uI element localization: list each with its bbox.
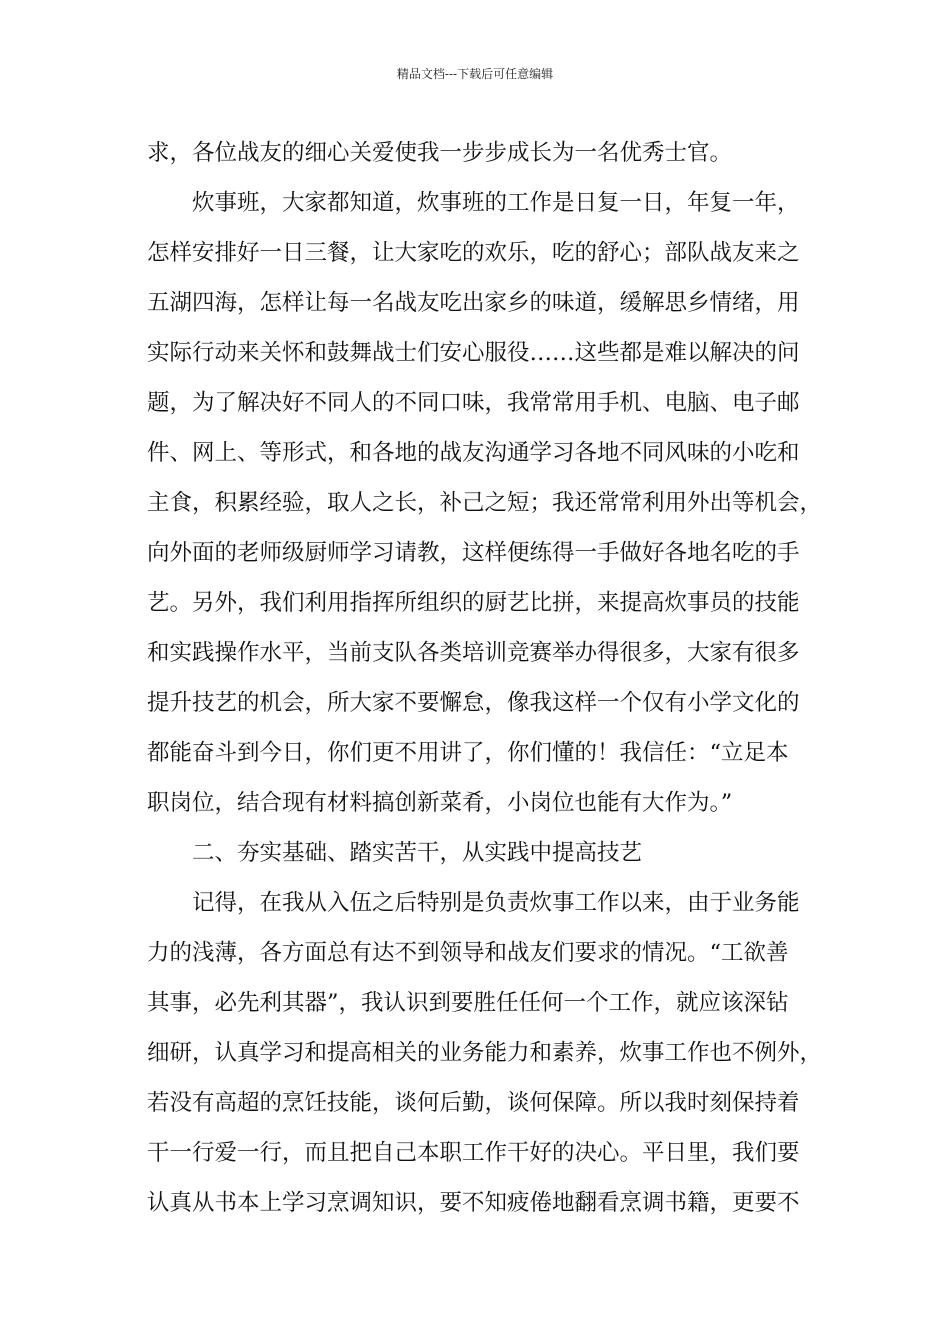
text-line: 都能奋斗到今日，你们更不用讲了，你们懂的！我信任：“立足本 <box>147 740 789 766</box>
paragraph-start-line: 炊事班，大家都知道，炊事班的工作是日复一日，年复一年， <box>192 190 800 216</box>
text-line: 认真从书本上学习烹调知识，要不知疲倦地翻看烹调书籍，更要不 <box>147 1190 800 1216</box>
text-line: 力的浅薄，各方面总有达不到领导和战友们要求的情况。“工欲善 <box>147 940 789 966</box>
text-line: 怎样安排好一日三餐，让大家吃的欢乐，吃的舒心；部队战友来之 <box>147 240 800 266</box>
section-heading: 二、夯实基础、踏实苦干，从实践中提高技艺 <box>192 840 643 866</box>
text-line: 其事，必先利其器”，我认识到要胜任任何一个工作，就应该深钻 <box>147 990 789 1016</box>
body-text <box>147 128 823 1228</box>
text-line: 主食，积累经验，取人之长，补己之短；我还常常利用外出等机会， <box>147 490 823 516</box>
text-line: 题，为了解决好不同人的不同口味，我常常用手机、电脑、电子邮 <box>147 390 800 416</box>
text-line: 和实践操作水平，当前支队各类培训竞赛举办得很多，大家有很多 <box>147 640 800 666</box>
text-line: 艺。另外，我们利用指挥所组织的厨艺比拼，来提高炊事员的技能 <box>147 590 800 616</box>
text-line: 职岗位，结合现有材料搞创新菜肴，小岗位也能有大作为。” <box>147 790 733 816</box>
text-line: 求，各位战友的细心关爱使我一步步成长为一名优秀士官。 <box>147 140 733 166</box>
text-line: 干一行爱一行，而且把自己本职工作干好的决心。平日里，我们要 <box>147 1140 800 1166</box>
text-line: 实际行动来关怀和鼓舞战士们安心服役……这些都是难以解决的问 <box>147 340 800 366</box>
text-line: 提升技艺的机会，所大家不要懈怠，像我这样一个仅有小学文化的 <box>147 690 800 716</box>
text-line: 件、网上、等形式，和各地的战友沟通学习各地不同风味的小吃和 <box>147 440 800 466</box>
text-line: 细研，认真学习和提高相关的业务能力和素养，炊事工作也不例外， <box>147 1040 823 1066</box>
paragraph-start-line: 记得，在我从入伍之后特别是负责炊事工作以来，由于业务能 <box>192 890 800 916</box>
page-header: 精品文档---下载后可任意编辑 <box>396 67 554 81</box>
text-line: 五湖四海，怎样让每一名战友吃出家乡的味道，缓解思乡情绪，用 <box>147 290 800 316</box>
text-line: 向外面的老师级厨师学习请教，这样便练得一手做好各地名吃的手 <box>147 540 800 566</box>
text-line: 若没有高超的烹饪技能，谈何后勤，谈何保障。所以我时刻保持着 <box>147 1090 800 1116</box>
